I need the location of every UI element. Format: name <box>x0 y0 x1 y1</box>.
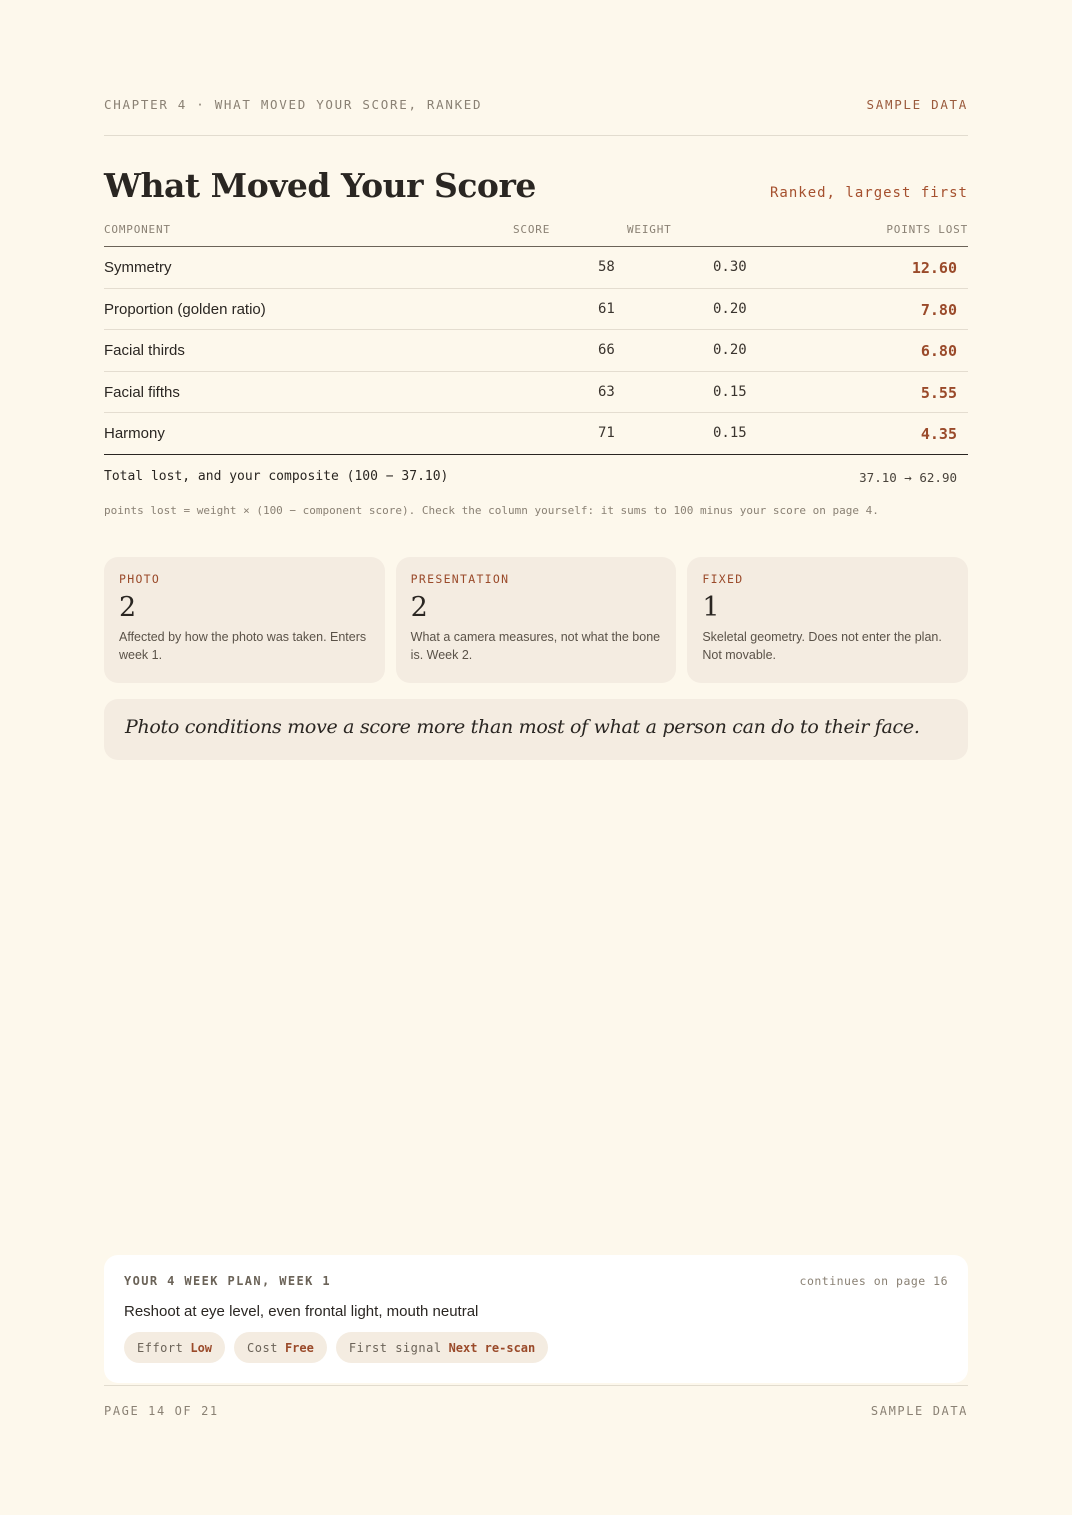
component-points-lost: 7.80 <box>920 300 957 319</box>
component-points-lost: 12.60 <box>911 259 957 277</box>
plan-chips <box>124 1332 948 1363</box>
component-weight: 0.15 <box>713 425 747 441</box>
chip-value: Free <box>284 1340 314 1355</box>
card-count: 2 <box>410 592 428 623</box>
page-title: What Moved Your Score <box>104 166 536 205</box>
chip-key: Effort <box>137 1340 184 1355</box>
chip-key: First signal <box>348 1340 442 1355</box>
page-footer <box>104 1404 968 1418</box>
chip-effort <box>124 1332 225 1363</box>
table-row <box>104 372 968 414</box>
chip-value: Next re-scan <box>448 1340 536 1355</box>
footer-tag: SAMPLE DATA <box>870 1404 968 1418</box>
sample-data-tag: SAMPLE DATA <box>866 97 968 112</box>
category-card-presentation <box>396 557 677 683</box>
category-card-fixed <box>687 557 968 683</box>
component-weight: 0.15 <box>713 383 747 400</box>
column-header-weight: WEIGHT <box>627 223 672 236</box>
page-header <box>104 97 968 112</box>
card-count: 2 <box>119 592 137 623</box>
column-header-points-lost: POINTS LOST <box>886 223 968 236</box>
component-points-lost: 5.55 <box>920 383 957 402</box>
component-name: Harmony <box>104 425 165 442</box>
component-name: Proportion (golden ratio) <box>104 300 266 318</box>
continues-link: continues on page 16 <box>799 1274 948 1288</box>
component-score: 61 <box>598 300 615 317</box>
total-row <box>104 468 968 490</box>
formula-note: points lost = weight × (100 − component score). Check the column yourself: it sums to 100 minus your score on page 4. <box>104 504 879 517</box>
category-card-photo <box>104 557 385 683</box>
chip-first-signal <box>336 1332 548 1363</box>
chapter-label: CHAPTER 4 · WHAT MOVED YOUR SCORE, RANKED <box>104 97 483 112</box>
card-count: 1 <box>702 592 720 623</box>
component-points-lost: 4.35 <box>920 425 957 443</box>
component-weight: 0.20 <box>713 342 747 358</box>
card-description: Skeletal geometry. Does not enter the plan. Not movable. <box>702 630 942 662</box>
plan-label: YOUR 4 WEEK PLAN, WEEK 1 <box>124 1274 331 1288</box>
component-name: Symmetry <box>104 259 172 276</box>
total-label: Total lost, and your composite (100 − 37.10) <box>104 469 449 484</box>
component-name: Facial fifths <box>104 383 180 401</box>
page-subtitle: Ranked, largest first <box>769 185 968 201</box>
component-weight: 0.20 <box>713 300 747 317</box>
component-score: 66 <box>598 342 615 358</box>
table-header <box>104 218 968 247</box>
component-score: 63 <box>598 383 615 400</box>
header-divider <box>104 135 968 136</box>
component-points-lost: 6.80 <box>920 342 957 360</box>
card-description: Affected by how the photo was taken. Enters week 1. <box>119 630 367 662</box>
card-key: PHOTO <box>119 572 161 586</box>
chip-cost <box>234 1332 327 1363</box>
category-cards <box>104 557 968 683</box>
component-score: 58 <box>598 259 615 275</box>
pull-quote: Photo conditions move a score more than most of what a person can do to their face. <box>104 699 968 760</box>
column-header-component: COMPONENT <box>104 223 171 236</box>
card-description: What a camera measures, not what the bone is. Week 2. <box>410 630 661 662</box>
component-weight: 0.30 <box>713 259 747 275</box>
card-key: FIXED <box>702 572 744 586</box>
column-header-score: SCORE <box>513 223 551 236</box>
table-row <box>104 247 968 289</box>
table-row <box>104 289 968 331</box>
table-row <box>104 413 968 455</box>
card-key: PRESENTATION <box>410 572 510 586</box>
component-name: Facial thirds <box>104 342 185 359</box>
chip-value: Low <box>190 1340 213 1355</box>
total-value: 37.10 → 62.90 <box>859 470 957 485</box>
plan-title: Reshoot at eye level, even frontal light, mouth neutral <box>124 1303 479 1320</box>
table-row <box>104 330 968 372</box>
footer-divider <box>104 1385 968 1386</box>
plan-card <box>104 1255 968 1383</box>
score-table <box>104 218 968 455</box>
table-body <box>104 247 968 455</box>
component-score: 71 <box>598 425 615 441</box>
page-number: PAGE 14 OF 21 <box>104 1404 219 1418</box>
chip-key: Cost <box>247 1340 278 1355</box>
